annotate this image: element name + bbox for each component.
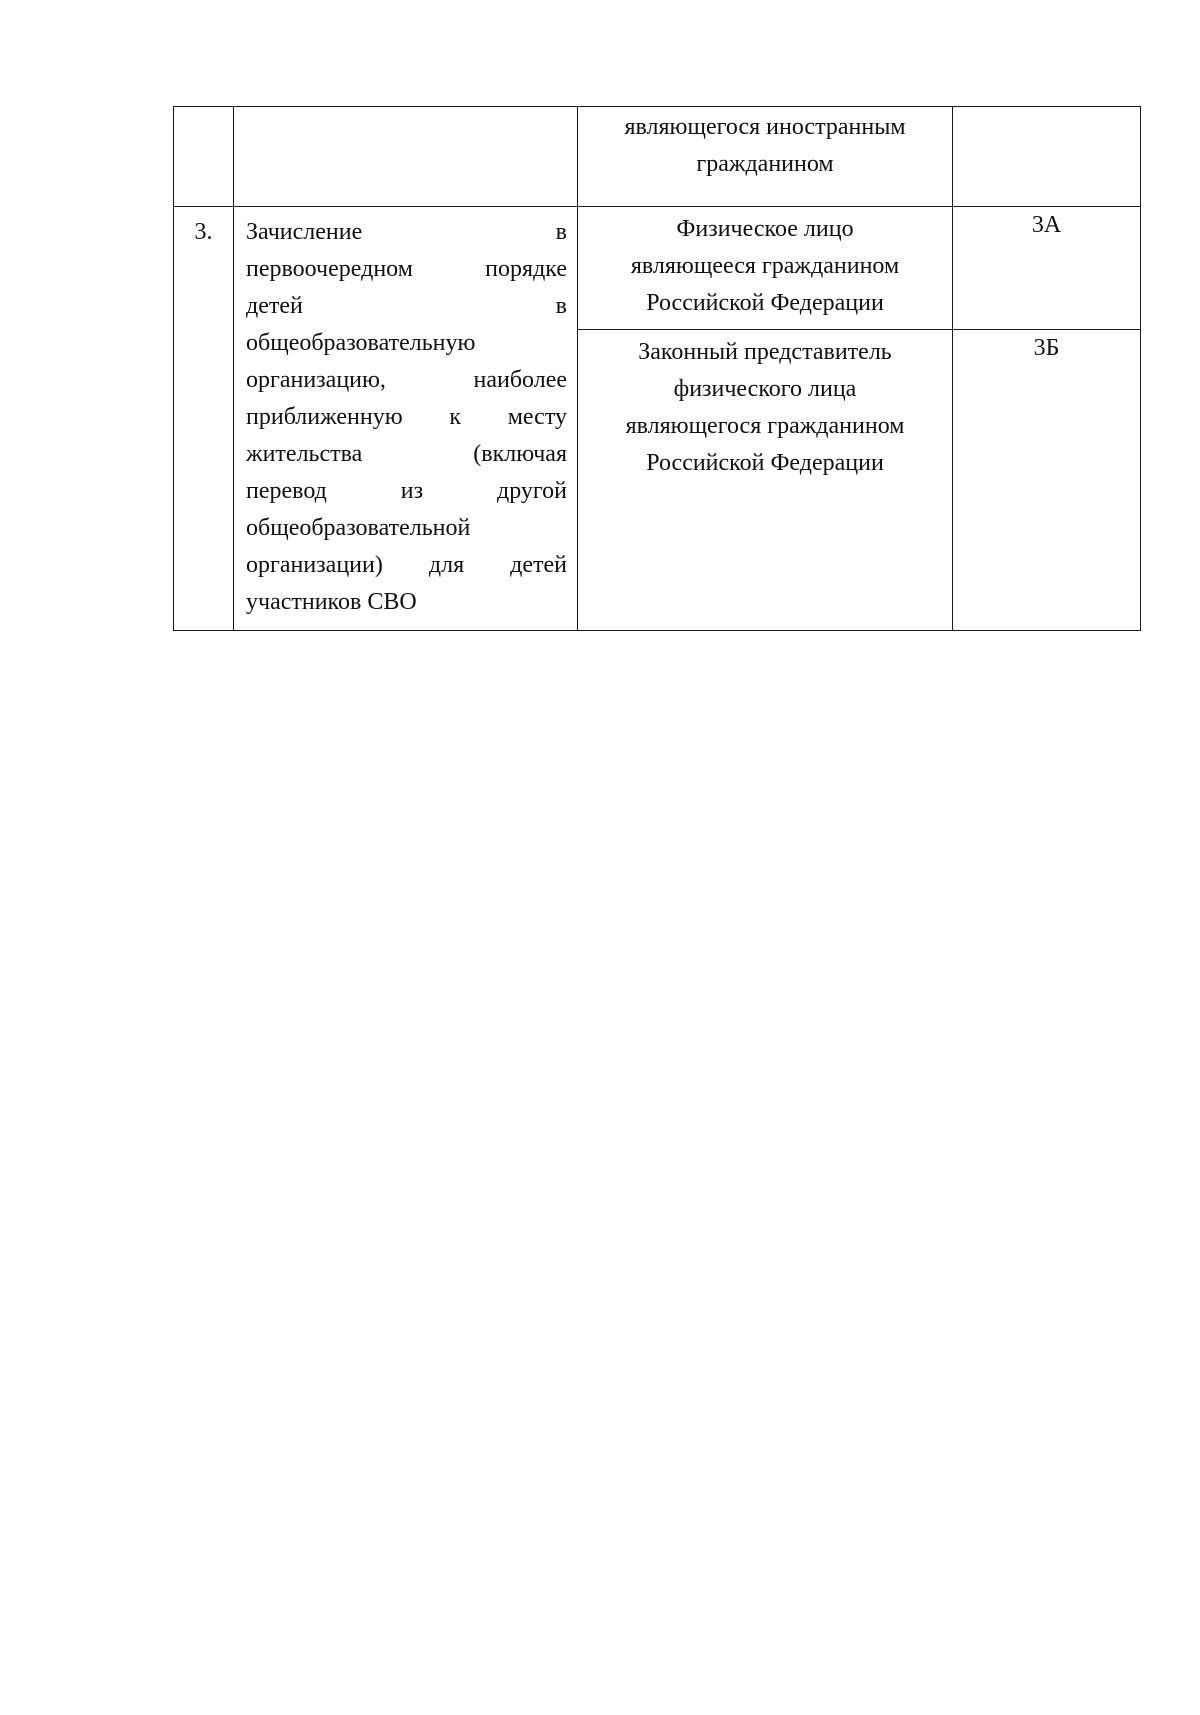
applicant-line: Физическое лицо	[676, 216, 854, 242]
service-line: организации) для детей	[246, 552, 567, 578]
applicant-line: гражданином	[696, 151, 834, 177]
code-cell	[953, 107, 1141, 207]
table-row-continuation	[174, 107, 1141, 207]
applicant-line: физического лица	[673, 376, 857, 402]
service-line: участников СВО	[246, 589, 417, 615]
service-line: детей в	[246, 293, 567, 319]
applicant-line: являющегося гражданином	[625, 413, 905, 439]
row-number-cell: 3.	[174, 207, 234, 631]
applicant-cell	[578, 330, 953, 631]
code-cell: 3Б	[953, 330, 1141, 631]
applicant-line: являющееся гражданином	[630, 253, 900, 279]
applicant-line: Российской Федерации	[646, 450, 884, 476]
applicant-line: Российской Федерации	[646, 290, 884, 316]
code-cell: 3А	[953, 207, 1141, 330]
applicant-cell	[578, 107, 953, 207]
applicant-line: Законный представитель	[638, 339, 892, 365]
table-row-3a	[174, 207, 1141, 330]
applicant-line: являющегося иностранным	[624, 114, 906, 140]
service-cell	[234, 107, 578, 207]
service-line: общеобразовательной	[246, 515, 471, 541]
service-line: первоочередном порядке	[246, 256, 567, 282]
service-line: общеобразовательную	[246, 330, 476, 356]
service-line: жительства (включая	[246, 441, 567, 467]
service-line: Зачисление в	[246, 219, 567, 245]
services-table	[173, 106, 1141, 631]
service-line: приближенную к месту	[246, 404, 567, 430]
service-line: организацию, наиболее	[246, 367, 567, 393]
service-cell	[234, 207, 578, 631]
row-number-cell	[174, 107, 234, 207]
service-line: перевод из другой	[246, 478, 567, 504]
applicant-cell	[578, 207, 953, 330]
